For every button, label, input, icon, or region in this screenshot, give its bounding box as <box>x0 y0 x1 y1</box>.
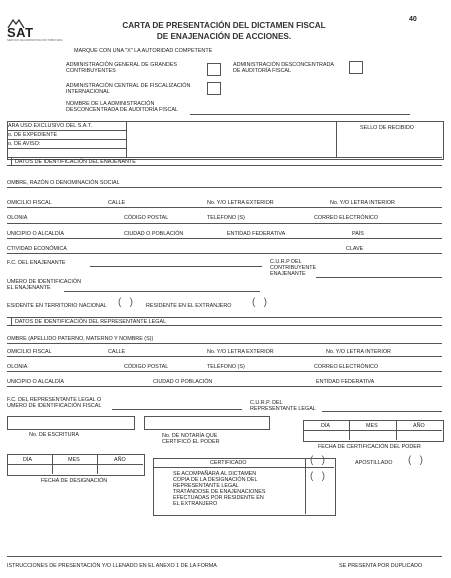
enajenante-curp-field[interactable] <box>316 277 442 278</box>
fecha-cert-dia-label: DÍA <box>321 423 330 429</box>
authority-option-1-line1: ADMINISTRACIÓN GENERAL DE GRANDES <box>66 62 177 68</box>
enajenante-colonia-field[interactable] <box>7 223 442 224</box>
form-title-line2: DE ENAJENACIÓN DE ACCIONES. <box>156 32 292 41</box>
acompanara-line3: REPRESENTANTE LEGAL <box>173 483 239 489</box>
representante-no-ext-label: No. Y/O LETRA EXTERIOR <box>207 349 274 355</box>
expediente-label: o. DE EXPEDIENTE <box>8 132 58 138</box>
enajenante-nombre-label: OMBRE, RAZÓN O DENOMINACIÓN SOCIAL <box>7 180 120 186</box>
representante-domicilio-field[interactable] <box>7 356 442 357</box>
enajenante-domicilio-field[interactable] <box>7 207 442 208</box>
acompanara-line4: TRATÁNDOSE DE ENAJENACIONES <box>173 489 266 495</box>
enajenante-nombre-field[interactable] <box>7 187 442 188</box>
divider <box>52 454 53 474</box>
enajenante-curp-label-3: ENAJENANTE <box>270 271 306 277</box>
sello-label: SELLO DE RECIBIDO <box>360 125 414 131</box>
enajenante-curp-label-1: C.U.R.P DEL <box>270 259 302 265</box>
enajenante-domicilio-label: OMICILIO FISCAL <box>7 200 52 206</box>
page-number: 40 <box>409 16 417 23</box>
acompanara-line6: EL EXTRANJERO <box>173 501 218 507</box>
enajenante-numid-label-2: EL ENAJENANTE <box>7 285 51 291</box>
representante-tel-label: TELÉFONO (S) <box>207 364 245 370</box>
notaria-label-2: CERTIFICÓ EL PODER <box>162 439 220 445</box>
certificado-check[interactable]: ( ) <box>310 455 325 466</box>
authority-checkbox-3[interactable] <box>207 82 221 95</box>
representante-calle-label: CALLE <box>108 349 126 355</box>
representante-municipio-field[interactable] <box>7 386 442 387</box>
representante-rfc-field[interactable] <box>112 409 242 410</box>
aviso-label: o. DE AVISO: <box>8 141 41 147</box>
apostillado-label: APOSTILLADO <box>355 460 393 466</box>
acompanara-line2: COPIA DE LA DESIGNACIÓN DEL <box>173 477 258 483</box>
divider <box>349 420 350 440</box>
divider <box>11 157 12 166</box>
certificado-label: CERTIFICADO <box>210 460 247 466</box>
fecha-cert-anio-label: AÑO <box>413 423 425 429</box>
authority-checkbox-1[interactable] <box>207 63 221 76</box>
escritura-label: No. DE ESCRITURA <box>29 432 80 438</box>
enajenante-curp-label-2: CONTRIBUYENTE <box>270 265 317 271</box>
enajenante-rfc-label: F.C. DEL ENAJENANTE <box>7 260 66 266</box>
enajenante-calle-label: CALLE <box>108 200 126 206</box>
acompanara-line5: EFECTUADAS POR RESIDENTE EN <box>173 495 264 501</box>
representante-rfc-label-1: F.C. DEL REPRESENTANTE LEGAL O <box>7 397 102 403</box>
section-representante-title: DATOS DE IDENTIFICACIÓN DEL REPRESENTANTE LEGAL <box>15 319 167 325</box>
form-title-line1: CARTA DE PRESENTACIÓN DEL DICTAMEN FISCAL <box>122 21 326 30</box>
apostillado-check[interactable]: ( ) <box>408 455 423 466</box>
enajenante-cp-label: CÓDIGO POSTAL <box>124 215 169 221</box>
divider <box>126 121 127 158</box>
residente-nacional-check[interactable]: ( ) <box>118 297 133 308</box>
representante-curp-label-1: C.U.R.P. DEL <box>250 400 283 406</box>
enajenante-no-int-label: No. Y/O LETRA INTERIOR <box>330 200 395 206</box>
fecha-certificacion-label: FECHA DE CERTIFICACIÓN DEL PODER <box>318 444 421 450</box>
residente-extranjero-label: RESIDENTE EN EL EXTRANJERO <box>146 303 232 309</box>
divider <box>396 420 397 440</box>
authority-name-label-line1: NOMBRE DE LA ADMINISTRACIÓN <box>66 101 155 107</box>
divider <box>7 148 126 149</box>
sat-exclusive-label: ARA USO EXCLUSIVO DEL S.A.T. <box>8 123 92 129</box>
notaria-label-1: No. DE NOTARÍA QUE <box>162 433 218 439</box>
enajenante-actividad-field[interactable] <box>7 253 442 254</box>
representante-no-int-label: No. Y/O LETRA INTERIOR <box>326 349 391 355</box>
representante-rfc-label-2: UMERO DE IDENTIFICACIÓN FISCAL <box>7 403 102 409</box>
representante-curp-label-2: REPRESENTANTE LEGAL <box>250 406 316 412</box>
divider <box>336 121 337 158</box>
mark-instruction: MARQUE CON UNA "X" LA AUTORIDAD COMPETENTE <box>74 48 213 54</box>
fecha-design-dia-label: DÍA <box>23 457 32 463</box>
divider <box>7 130 126 131</box>
footer-duplicado: SE PRESENTA POR DUPLICADO <box>339 563 423 569</box>
enajenante-tel-label: TELÉFONO (S) <box>207 215 245 221</box>
enajenante-numid-field[interactable] <box>64 291 260 292</box>
footer-divider <box>7 556 442 557</box>
divider <box>305 458 306 514</box>
fecha-design-anio-label: AÑO <box>114 457 126 463</box>
authority-name-label-line2: DESCONCENTRADA DE AUDITORÍA FISCAL <box>66 107 178 113</box>
enajenante-municipio-field[interactable] <box>7 238 442 239</box>
sat-logo-text: SAT <box>7 25 34 40</box>
authority-option-2-line1: ADMINISTRACIÓN DESCONCENTRADA <box>233 62 334 68</box>
representante-cp-label: CÓDIGO POSTAL <box>124 364 169 370</box>
divider <box>303 430 442 431</box>
enajenante-ciudad-label: CIUDAD O POBLACIÓN <box>124 231 184 237</box>
representante-domicilio-label: OMICILIO FISCAL <box>7 349 52 355</box>
residente-nacional-label: ESIDENTE EN TERRITORIO NACIONAL <box>7 303 107 309</box>
escritura-field[interactable] <box>7 416 135 430</box>
representante-nombre-label: OMBRE (APELLIDO PATERNO, MATERNO Y NOMBRE (S)) <box>7 336 154 342</box>
authority-option-2-line2: DE AUDITORÍA FISCAL <box>233 68 292 74</box>
enajenante-municipio-label: UNICIPIO O ALCALDÍA <box>7 231 64 237</box>
fecha-design-mes-label: MES <box>68 457 80 463</box>
enajenante-numid-label-1: UMERO DE IDENTIFICACIÓN <box>7 279 81 285</box>
representante-municipio-label: UNICIPIO O ALCALDÍA <box>7 379 64 385</box>
representante-nombre-field[interactable] <box>7 343 442 344</box>
representante-curp-field[interactable] <box>322 411 442 412</box>
enajenante-rfc-field[interactable] <box>90 266 262 267</box>
section-enajenante-title: DATOS DE IDENTIFICACIÓN DEL ENAJENANTE <box>15 159 136 165</box>
authority-option-3-line1: ADMINISTRACIÓN CENTRAL DE FISCALIZACIÓN <box>66 83 191 89</box>
divider <box>7 139 126 140</box>
enajenante-correo-label: CORREO ELECTRÓNICO <box>314 215 379 221</box>
representante-colonia-label: OLONIA <box>7 364 28 370</box>
enajenante-clave-label: CLAVE <box>346 246 364 252</box>
authority-option-1-line2: CONTRIBUYENTES <box>66 68 116 74</box>
enajenante-entidad-label: ENTIDAD FEDERATIVA <box>227 231 286 237</box>
fecha-designacion-label: FECHA DE DESIGNACIÓN <box>41 478 108 484</box>
acompanara-check[interactable]: ( ) <box>310 471 325 482</box>
divider <box>153 467 334 468</box>
enajenante-colonia-label: OLONIA <box>7 215 28 221</box>
representante-ciudad-label: CIUDAD O POBLACIÓN <box>153 379 213 385</box>
divider <box>97 454 98 474</box>
footer-instructions: ISTRUCCIONES DE PRESENTACIÓN Y/O LLENADO EN EL ANEXO 1 DE LA FORMA <box>7 563 217 569</box>
divider <box>11 317 12 326</box>
residente-extranjero-check[interactable]: ( ) <box>252 297 267 308</box>
representante-correo-label: CORREO ELECTRÓNICO <box>314 364 379 370</box>
notaria-field[interactable] <box>144 416 270 430</box>
enajenante-pais-label: PAÍS <box>352 231 364 237</box>
acompanara-line1: SE ACOMPAÑARÁ AL DICTAMEN <box>173 471 257 477</box>
divider <box>7 464 143 465</box>
representante-entidad-label: ENTIDAD FEDERATIVA <box>316 379 375 385</box>
enajenante-actividad-label: CTIVIDAD ECONÓMICA <box>7 246 67 252</box>
authority-name-field[interactable] <box>190 114 410 115</box>
enajenante-no-ext-label: No. Y/O LETRA EXTERIOR <box>207 200 274 206</box>
fecha-cert-mes-label: MES <box>366 423 378 429</box>
sat-logo-subtitle: SERVICIO DE ADMINISTRACIÓN TRIBUTARIA <box>7 39 63 42</box>
authority-checkbox-2[interactable] <box>349 61 363 74</box>
representante-colonia-field[interactable] <box>7 371 442 372</box>
authority-option-3-line2: INTERNACIONAL <box>66 89 110 95</box>
